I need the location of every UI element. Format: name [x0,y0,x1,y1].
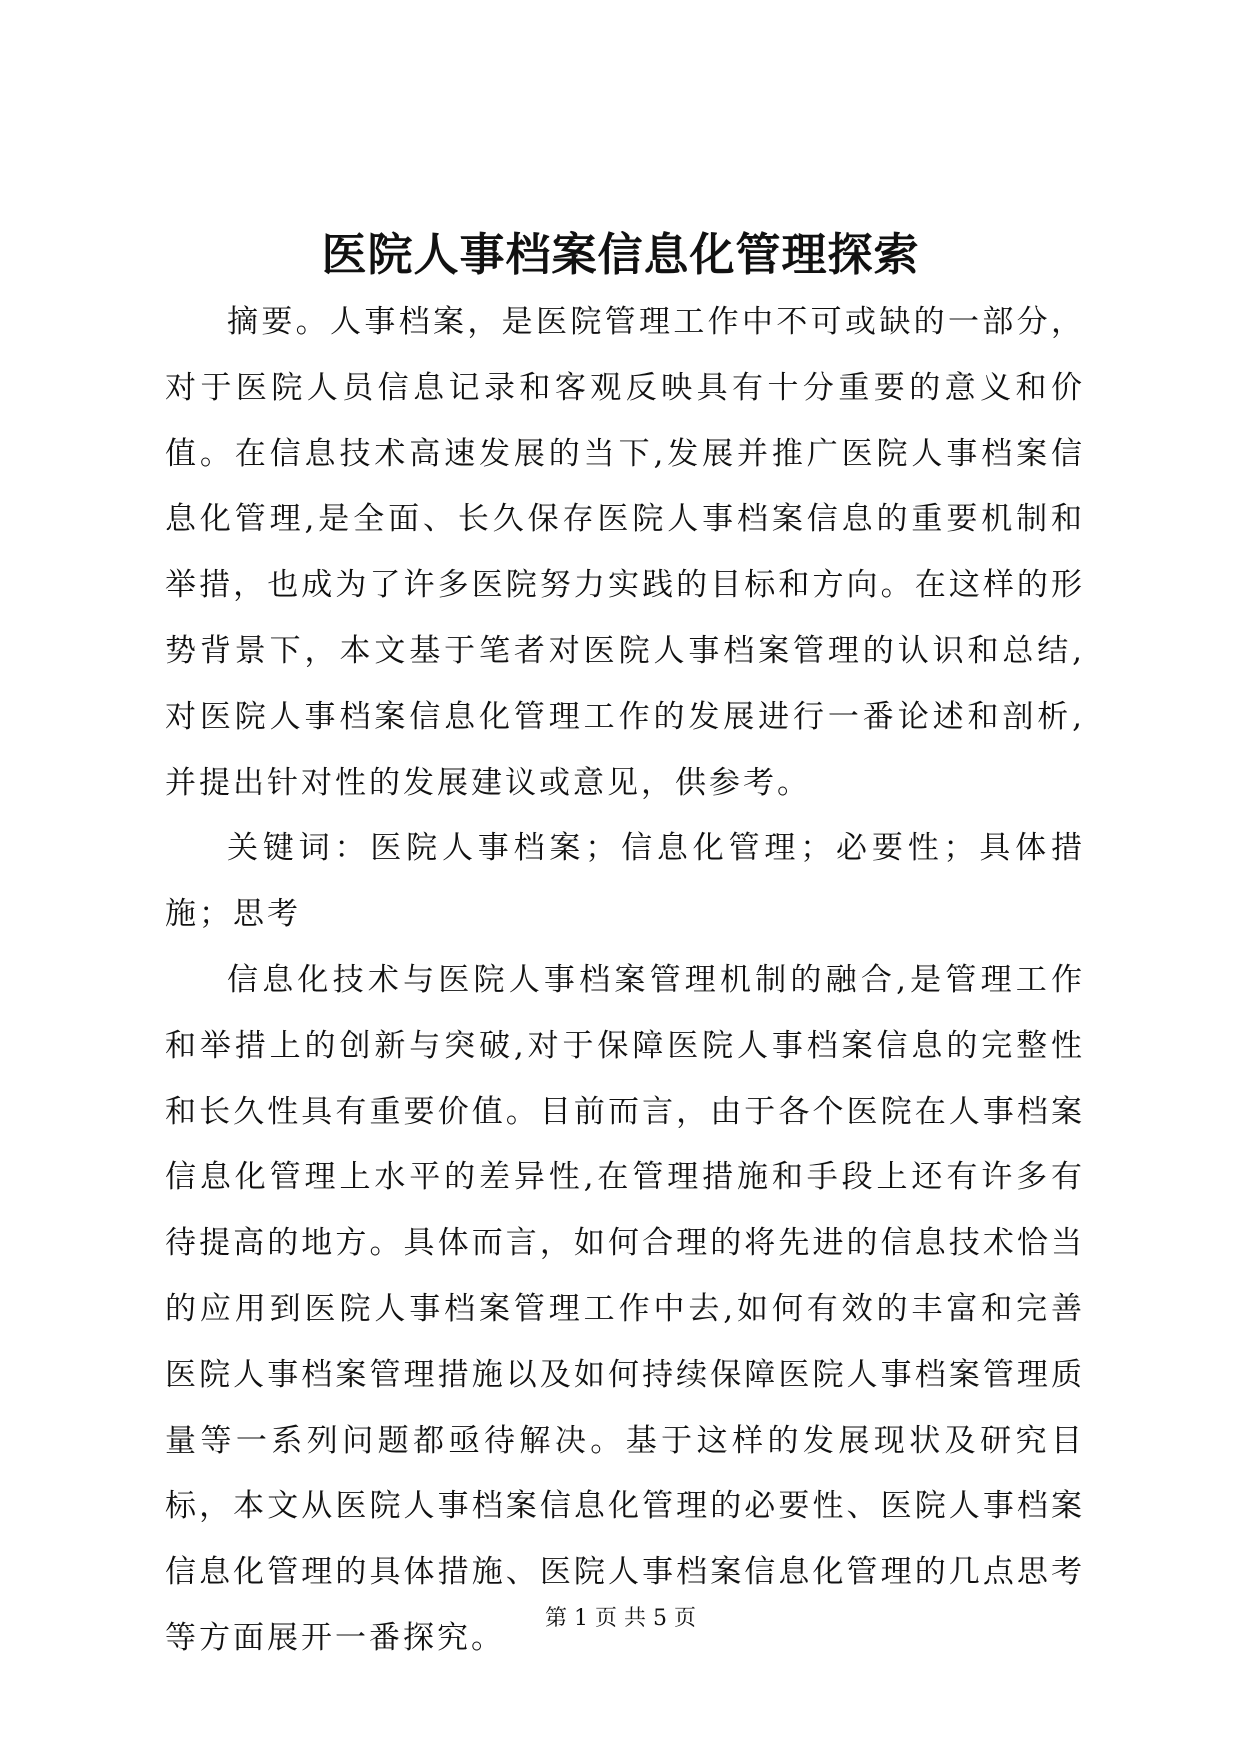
abstract-paragraph: 摘要。人事档案，是医院管理工作中不可或缺的一部分，对于医院人员信息记录和客观反映具有十分重要的意义和价值。在信息技术高速发展的当下,发展并推广医院人事档案信息化管理,是全面、长久保存医院人事档案信息的重要机制和举措，也成为了许多医院努力实践的目标和方向。在这样的形势背景下，本文基于笔者对医院人事档案管理的认识和总结,对医院人事档案信息化管理工作的发展进行一番论述和剖析,并提出针对性的发展建议或意见，供参考。 [165,304,1085,801]
document-title: 医院人事档案信息化管理探索 [321,228,920,281]
document-body [165,290,1085,1672]
page-number-footer: 第 1 页 共 5 页 [545,1606,696,1631]
intro-paragraph: 信息化技术与医院人事档案管理机制的融合,是管理工作和举措上的创新与突破,对于保障医院人事档案信息的完整性和长久性具有重要价值。目前而言，由于各个医院在人事档案信息化管理上水平的差异性,在管理措施和手段上还有许多有待提高的地方。具体而言，如何合理的将先进的信息技术恰当的应用到医院人事档案管理工作中去,如何有效的丰富和完善医院人事档案管理措施以及如何持续保障医院人事档案管理质量等一系列问题都亟待解决。基于这样的发展现状及研究目标，本文从医院人事档案信息化管理的必要性、医院人事档案信息化管理的具体措施、医院人事档案信息化管理的几点思考等方面展开一番探究。 [165,961,1085,1656]
keywords-paragraph: 关键词：医院人事档案；信息化管理；必要性；具体措施；思考 [165,830,1085,933]
